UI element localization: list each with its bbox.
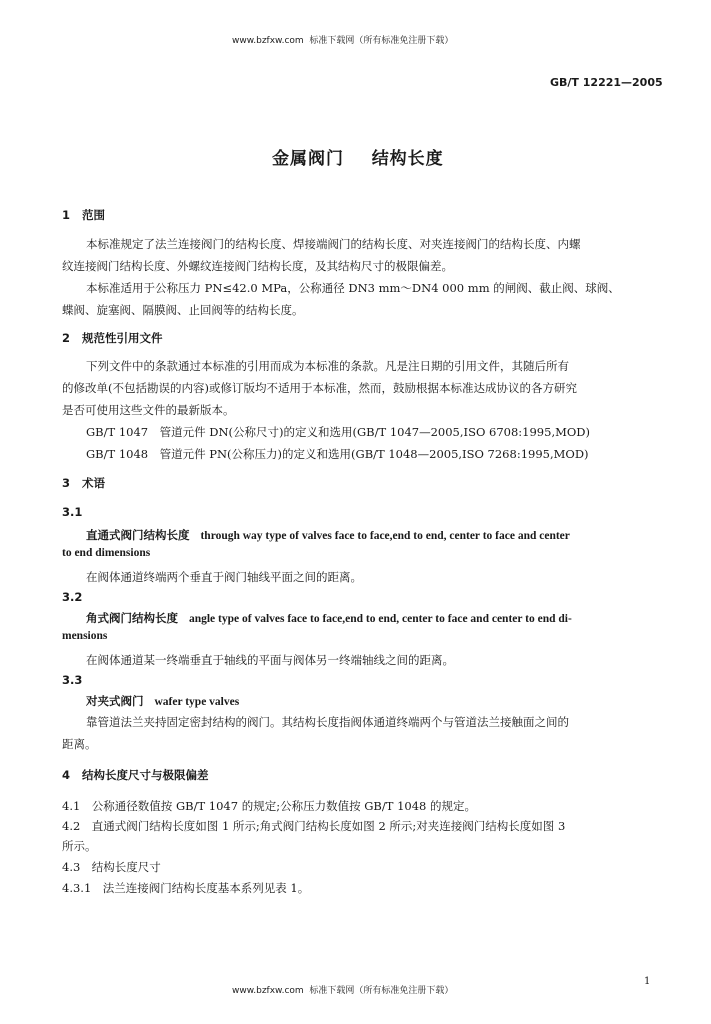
watermark-text: 标准下载网（所有标准免注册下载）	[309, 36, 454, 46]
section-number: 1	[62, 208, 71, 222]
term-heading	[86, 610, 572, 626]
term-heading	[86, 693, 239, 709]
title-sub: 结构长度	[371, 149, 444, 169]
term-english: wafer type valves	[154, 696, 240, 708]
watermark-text: 标准下载网（所有标准免注册下载）	[309, 986, 454, 996]
term-definition: 在阀体通道终端两个垂直于阀门轴线平面之间的距离。	[86, 570, 362, 584]
clause-4-1: 4.1 公称通径数值按 GB/T 1047 的规定;公称压力数值按 GB/T 1048 的规定。	[62, 799, 476, 813]
term-definition: 靠管道法兰夹持固定密封结构的阀门。其结构长度指阀体通道终端两个与管道法兰接触面之间的	[86, 715, 569, 729]
term-english: angle type of valves face to face,end to end, center to face and center to end di-	[188, 613, 572, 625]
clause-4-3: 4.3 结构长度尺寸	[62, 860, 161, 874]
section-number: 4	[62, 768, 71, 782]
term-number: 3.2	[62, 590, 83, 604]
watermark-site: www.bzfxw.com	[232, 986, 304, 996]
section-1-heading	[62, 207, 105, 223]
clause-4-2-cont: 所示。	[62, 839, 97, 853]
section-number: 3	[62, 476, 71, 490]
term-heading	[86, 527, 570, 543]
term-definition-cont: 距离。	[62, 737, 97, 751]
standard-number: GB/T 12221—2005	[550, 76, 663, 89]
section-title: 结构长度尺寸与极限偏差	[82, 768, 209, 782]
term-chinese: 角式阀门结构长度	[86, 611, 178, 625]
paragraph-line: 本标准适用于公称压力 PN≤42.0 MPa，公称通径 DN3 mm～DN4 000 mm 的闸阀、截止阀、球阀、	[86, 281, 620, 295]
term-english-cont: to end dimensions	[62, 547, 151, 559]
term-english: through way type of valves face to face,end to end, center to face and center	[200, 530, 570, 542]
section-4-heading	[62, 767, 209, 783]
document-title	[272, 144, 444, 169]
section-title: 规范性引用文件	[82, 331, 163, 345]
term-chinese: 直通式阀门结构长度	[86, 528, 190, 542]
section-title: 术语	[82, 476, 106, 490]
section-number: 2	[62, 331, 71, 345]
paragraph-line: 是否可使用这些文件的最新版本。	[62, 403, 235, 417]
paragraph-line: 纹连接阀门结构长度、外螺纹连接阀门结构长度，及其结构尺寸的极限偏差。	[62, 259, 453, 273]
paragraph-line: 下列文件中的条款通过本标准的引用而成为本标准的条款。凡是注日期的引用文件，其随后所有	[86, 359, 569, 373]
clause-4-3-1: 4.3.1 法兰连接阀门结构长度基本系列见表 1。	[62, 881, 310, 895]
section-3-heading	[62, 475, 105, 491]
paragraph-line: 蝶阀、旋塞阀、隔膜阀、止回阀等的结构长度。	[62, 303, 304, 317]
reference-gbt1047: GB/T 1047 管道元件 DN(公称尺寸)的定义和选用(GB/T 1047—2005,ISO 6708:1995,MOD)	[86, 425, 591, 439]
page-number: 1	[644, 976, 651, 987]
section-title: 范围	[82, 208, 106, 222]
term-english-cont: mensions	[62, 630, 108, 642]
reference-gbt1048: GB/T 1048 管道元件 PN(公称压力)的定义和选用(GB/T 1048—2005,ISO 7268:1995,MOD)	[86, 447, 589, 461]
paragraph-line: 的修改单(不包括勘误的内容)或修订版均不适用于本标准，然而，鼓励根据本标准达成协议的各方研究	[62, 381, 577, 395]
section-2-heading	[62, 330, 163, 346]
bottom-watermark	[232, 983, 453, 996]
watermark-site: www.bzfxw.com	[232, 36, 304, 46]
clause-4-2: 4.2 直通式阀门结构长度如图 1 所示;角式阀门结构长度如图 2 所示;对夹连接阀门结构长度如图 3	[62, 819, 566, 833]
term-number: 3.3	[62, 673, 83, 687]
top-watermark	[232, 33, 453, 46]
paragraph-line: 本标准规定了法兰连接阀门的结构长度、焊接端阀门的结构长度、对夹连接阀门的结构长度、内螺	[86, 237, 581, 251]
title-main: 金属阀门	[272, 149, 344, 169]
term-number: 3.1	[62, 505, 83, 519]
term-definition: 在阀体通道某一终端垂直于轴线的平面与阀体另一终端轴线之间的距离。	[86, 653, 454, 667]
term-chinese: 对夹式阀门	[86, 694, 144, 708]
